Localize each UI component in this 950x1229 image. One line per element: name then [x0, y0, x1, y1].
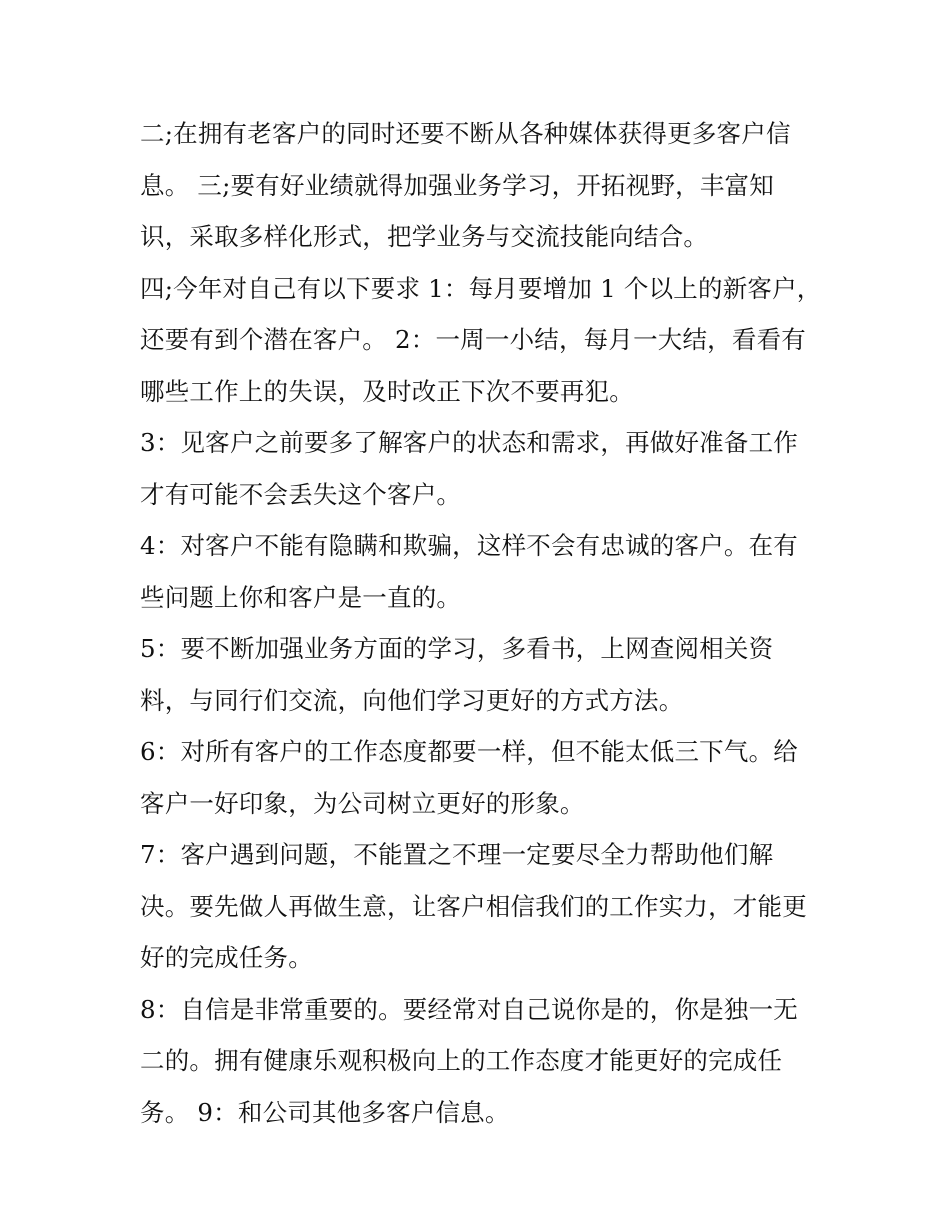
text-line: 二;在拥有老客户的同时还要不断从各种媒体获得更多客户信: [140, 119, 791, 148]
text-line: 3：见客户之前要多了解客户的状态和需求，再做好准备工作: [140, 428, 798, 457]
text-line: 客户一好印象，为公司树立更好的形象。: [140, 788, 585, 818]
text-line: 8：自信是非常重要的。要经常对自己说你是的，你是独一无: [140, 994, 798, 1024]
text-line: 7：客户遇到问题，不能置之不理一定要尽全力帮助他们解: [140, 840, 774, 869]
text-line: 四;今年对自己有以下要求 1：每月要增加 1 个以上的新客户，: [140, 273, 822, 303]
text-line: 还要有到个潜在客户。 2：一周一小结，每月一大结，看看有: [140, 325, 806, 354]
text-line: 些问题上你和客户是一直的。: [140, 582, 462, 612]
text-line: 好的完成任务。: [140, 943, 313, 972]
text-line: 二的。拥有健康乐观积极向上的工作态度才能更好的完成任: [140, 1046, 783, 1075]
text-line: 哪些工作上的失误，及时改正下次不要再犯。: [140, 376, 634, 406]
text-line: 6：对所有客户的工作态度都要一样，但不能太低三下气。给: [140, 737, 798, 766]
text-line: 决。要先做人再做生意，让客户相信我们的工作实力，才能更: [140, 891, 807, 921]
text-line: 4：对客户不能有隐瞒和欺骗，这样不会有忠诚的客户。在有: [140, 531, 798, 560]
text-line: 料，与同行们交流，向他们学习更好的方式方法。: [140, 685, 684, 715]
text-line: 识，采取多样化形式，把学业务与交流技能向结合。: [140, 222, 709, 251]
text-line: 息。 三;要有好业绩就得加强业务学习，开拓视野，丰富知: [140, 170, 774, 200]
text-line: 务。 9：和公司其他多客户信息。: [140, 1097, 510, 1127]
text-line: 5：要不断加强业务方面的学习，多看书，上网查阅相关资: [140, 634, 774, 663]
document-body: [140, 108, 820, 1138]
text-line: 才有可能不会丢失这个客户。: [140, 479, 462, 509]
